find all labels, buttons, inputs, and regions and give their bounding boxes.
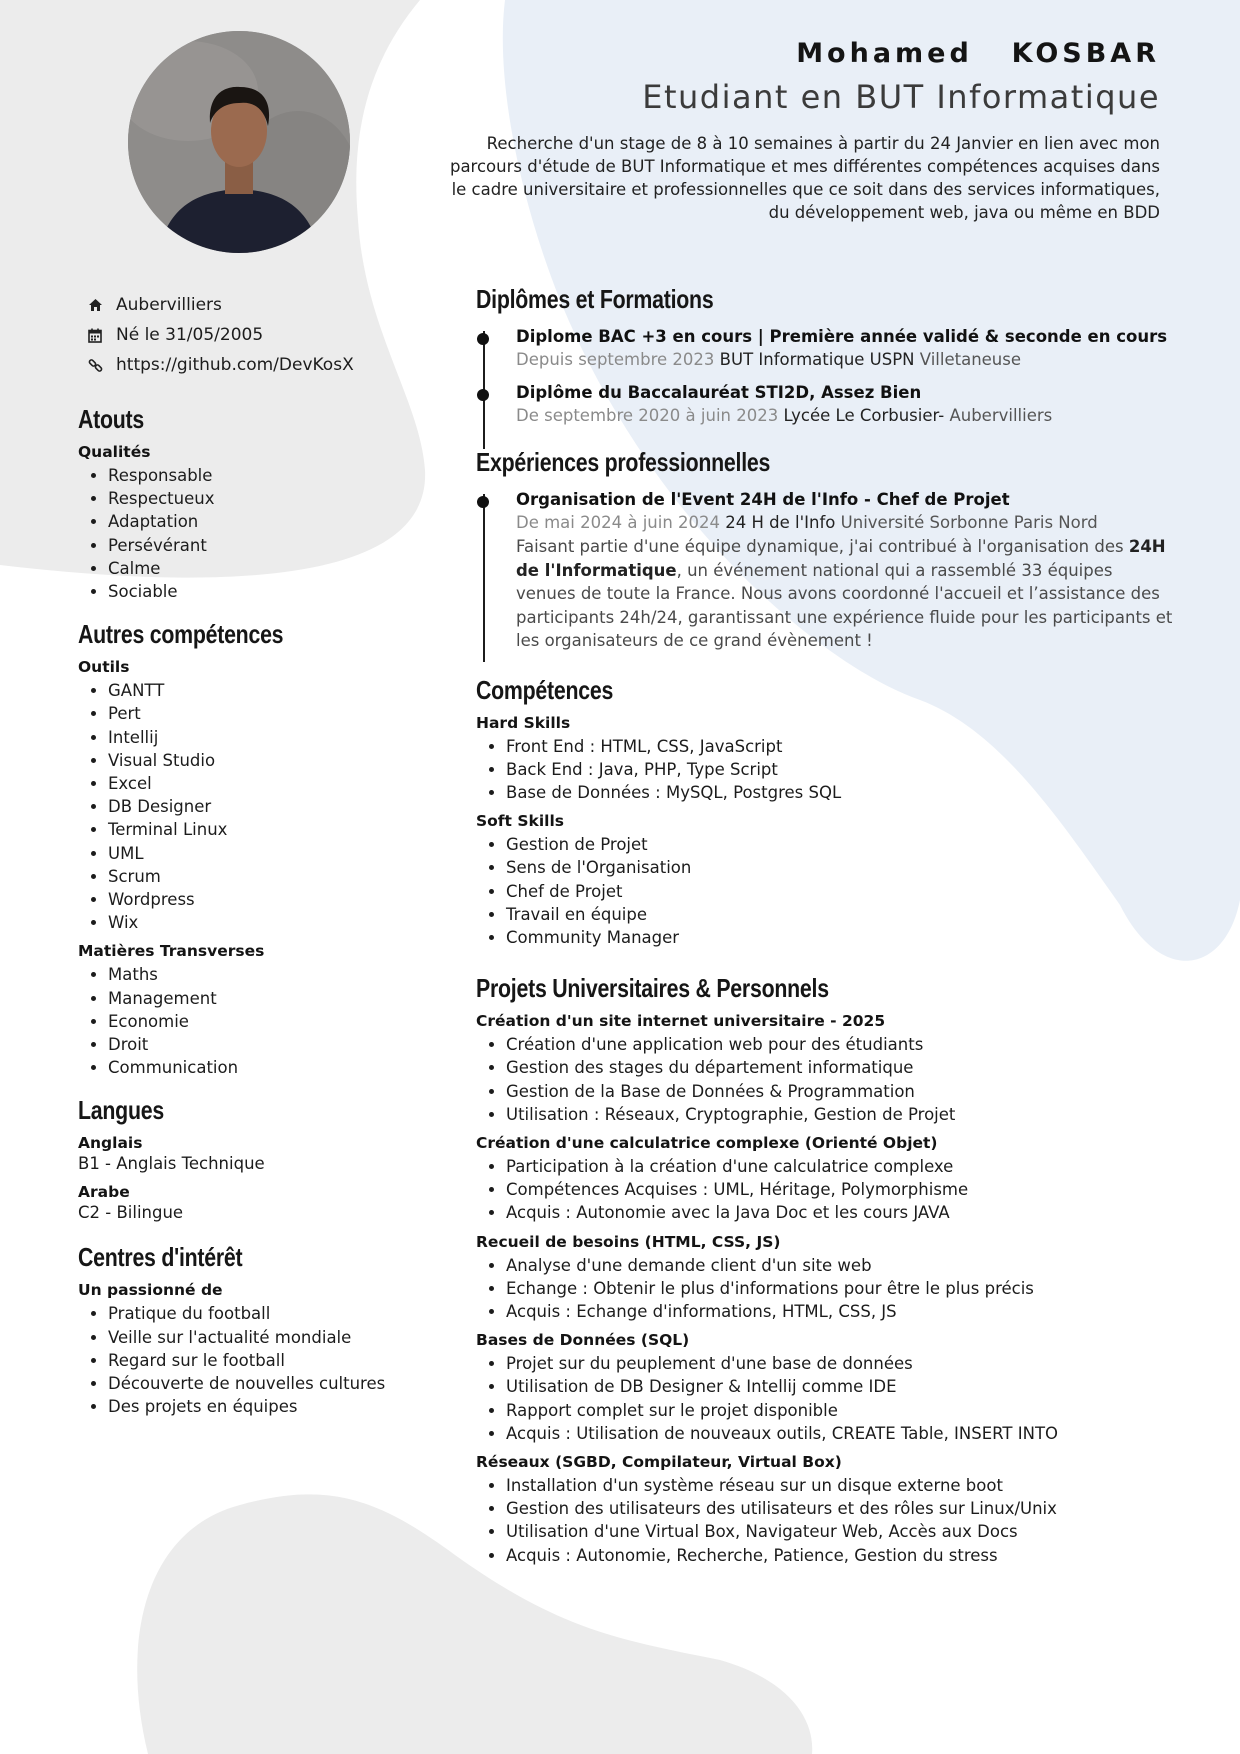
list-item: • Community Manager	[506, 926, 1176, 949]
project-title: Recueil de besoins (HTML, CSS, JS)	[476, 1232, 781, 1251]
list-item: • Gestion des utilisateurs des utilisateurs et des rôles sur Linux/Unix	[506, 1497, 1176, 1520]
contact-birth	[78, 320, 418, 350]
project-points	[476, 1474, 1176, 1567]
city-text: Aubervilliers	[116, 295, 222, 315]
timeline-dot	[477, 389, 489, 401]
list-item: • Back End : Java, PHP, Type Script	[506, 758, 1176, 781]
list-item: • Acquis : Utilisation de nouveaux outils, CREATE Table, INSERT INTO	[506, 1422, 1176, 1445]
diploma-title: Diplome BAC +3 en cours | Première année validé & seconde en cours	[516, 327, 1168, 346]
list-item: • Création d'une application web pour des étudiants	[506, 1033, 1176, 1056]
diploma-meta	[516, 406, 1176, 425]
list-item: • Calme	[108, 557, 418, 580]
list-item: • Respectueux	[108, 487, 418, 510]
calendar-icon	[86, 326, 104, 344]
list-item: • Base de Données : MySQL, Postgres SQL	[506, 781, 1176, 804]
timeline-line	[483, 494, 485, 662]
list-item: • Intellij	[108, 726, 418, 749]
diplomes-timeline	[476, 327, 1176, 425]
github-link[interactable]: https://github.com/DevKosX	[116, 355, 354, 375]
header	[440, 38, 1160, 224]
matieres-list	[78, 963, 418, 1079]
atouts-title: Atouts	[78, 404, 145, 434]
list-item: • Wordpress	[108, 888, 418, 911]
list-item: • Echange : Obtenir le plus d'informations pour être le plus précis	[506, 1277, 1176, 1300]
diploma-date: Depuis septembre 2023	[516, 350, 715, 369]
timeline-item	[516, 383, 1176, 425]
projets-title: Projets Universitaires & Personnels	[476, 973, 829, 1004]
list-item: • Compétences Acquises : UML, Héritage, Polymorphisme	[506, 1178, 1176, 1201]
project-points	[476, 1033, 1176, 1126]
project-points	[476, 1352, 1176, 1445]
soft-skills-subtitle: Soft Skills	[476, 812, 564, 831]
diplomes-section	[476, 284, 1176, 425]
project-points	[476, 1254, 1176, 1324]
contact-github[interactable]	[78, 350, 418, 380]
interets-subtitle: Un passionné de	[78, 1281, 223, 1300]
project-title: Création d'une calculatrice complexe (Orienté Objet)	[476, 1133, 938, 1152]
interets-list	[78, 1302, 418, 1418]
birth-text: Né le 31/05/2005	[116, 325, 264, 345]
list-item: • GANTT	[108, 679, 418, 702]
list-item: • Excel	[108, 772, 418, 795]
list-item: • Economie	[108, 1010, 418, 1033]
interets-title: Centres d'intérêt	[78, 1242, 243, 1273]
projets-section	[476, 973, 1176, 1567]
autres-competences-title: Autres compétences	[78, 619, 284, 650]
list-item: • UML	[108, 842, 418, 865]
langue-level: C2 - Bilingue	[78, 1203, 184, 1223]
list-item: • Sociable	[108, 580, 418, 603]
job-title: Etudiant en BUT Informatique	[642, 78, 1160, 116]
autres-competences-section	[78, 619, 418, 1079]
list-item: • Management	[108, 987, 418, 1010]
home-icon	[86, 296, 104, 314]
list-item: • DB Designer	[108, 795, 418, 818]
project-title: Réseaux (SGBD, Compilateur, Virtual Box)	[476, 1452, 842, 1471]
list-item: • Chef de Projet	[506, 880, 1176, 903]
list-item: • Maths	[108, 963, 418, 986]
profile-photo	[128, 31, 350, 253]
list-item: • Wix	[108, 911, 418, 934]
outils-list	[78, 679, 418, 934]
list-item: • Installation d'un système réseau sur un disque externe boot	[506, 1474, 1176, 1497]
contact-list	[78, 290, 418, 380]
experience-place: Université Sorbonne Paris Nord	[840, 513, 1098, 532]
interets-section	[78, 1242, 418, 1418]
diploma-school: Lycée Le Corbusier-	[783, 406, 945, 425]
experiences-title: Expériences professionnelles	[476, 447, 771, 477]
langue-name: Arabe	[78, 1183, 130, 1202]
experience-date: De mai 2024 à juin 2024	[516, 513, 721, 532]
timeline-item	[516, 327, 1176, 369]
left-column	[78, 290, 418, 1418]
diploma-place: Aubervilliers	[949, 406, 1053, 425]
link-icon	[86, 356, 104, 374]
diplomes-title: Diplômes et Formations	[476, 284, 714, 314]
summary-text: Recherche d'un stage de 8 à 10 semaines à partir du 24 Janvier en lien avec mon parcours d'étude de BUT Informatique et mes différentes compétences acquises dans le cadre universitaire et professionnelles que ce soit dans des services informatiques, du développement web, java ou même en BDD	[449, 134, 1160, 222]
project-title: Création d'un site internet universitaire - 2025	[476, 1012, 886, 1031]
experiences-timeline	[476, 490, 1176, 653]
timeline-dot	[477, 496, 489, 508]
project-title: Bases de Données (SQL)	[476, 1331, 690, 1350]
langues-title: Langues	[78, 1095, 164, 1126]
list-item: • Visual Studio	[108, 749, 418, 772]
diploma-place: Villetaneuse	[919, 350, 1022, 369]
soft-skills-list	[476, 833, 1176, 949]
experience-meta	[516, 513, 1176, 532]
list-item: • Veille sur l'actualité mondiale	[108, 1326, 418, 1349]
hard-skills-subtitle: Hard Skills	[476, 713, 571, 732]
experiences-section	[476, 447, 1176, 653]
list-item: • Gestion des stages du département informatique	[506, 1056, 1176, 1079]
list-item: • Travail en équipe	[506, 903, 1176, 926]
list-item: • Gestion de Projet	[506, 833, 1176, 856]
list-item: • Acquis : Echange d'informations, HTML, CSS, JS	[506, 1300, 1176, 1323]
qualites-subtitle: Qualités	[78, 443, 151, 461]
diploma-school: BUT Informatique USPN	[719, 350, 915, 369]
list-item: • Responsable	[108, 464, 418, 487]
atouts-section	[78, 404, 418, 603]
list-item: • Communication	[108, 1056, 418, 1079]
langue-name: Anglais	[78, 1134, 143, 1153]
list-item: • Pert	[108, 702, 418, 725]
list-item: • Regard sur le football	[108, 1349, 418, 1372]
project-points	[476, 1155, 1176, 1225]
diploma-title: Diplôme du Baccalauréat STI2D, Assez Bien	[516, 383, 922, 402]
langue-level: B1 - Anglais Technique	[78, 1154, 265, 1174]
desc-text: , un événement national qui a rassemblé 33 équipes venues de toute la France. Nous avons coordonné l'accueil et l’assistance des participants 24h/24, garantissant une expérience fluide pour les participants et les organisateurs de ce grand évènement !	[516, 560, 1173, 650]
list-item: • Gestion de la Base de Données & Programmation	[506, 1080, 1176, 1103]
list-item: • Terminal Linux	[108, 818, 418, 841]
timeline-dot	[477, 333, 489, 345]
list-item: • Participation à la création d'une calculatrice complexe	[506, 1155, 1176, 1178]
list-item: • Découverte de nouvelles cultures	[108, 1372, 418, 1395]
list-item: • Rapport complet sur le projet disponible	[506, 1399, 1176, 1422]
right-column	[476, 284, 1176, 1567]
list-item: • Pratique du football	[108, 1302, 418, 1325]
list-item: • Sens de l'Organisation	[506, 856, 1176, 879]
competences-title: Compétences	[476, 674, 614, 705]
list-item: • Scrum	[108, 865, 418, 888]
desc-bold: 24H de l'Informatique	[516, 537, 1166, 580]
matieres-subtitle: Matières Transverses	[78, 942, 265, 961]
list-item: • Acquis : Autonomie avec la Java Doc et les cours JAVA	[506, 1201, 1176, 1224]
experience-title: Organisation de l'Event 24H de l'Info - Chef de Projet	[516, 490, 1010, 509]
list-item: • Persévérant	[108, 534, 418, 557]
diploma-date: De septembre 2020 à juin 2023	[516, 406, 779, 425]
competences-section	[476, 675, 1176, 950]
candidate-name: Mohamed KOSBAR	[796, 38, 1160, 69]
langues-section	[78, 1095, 418, 1224]
list-item: • Acquis : Autonomie, Recherche, Patience, Gestion du stress	[506, 1544, 1176, 1567]
list-item: • Utilisation : Réseaux, Cryptographie, Gestion de Projet	[506, 1103, 1176, 1126]
timeline-item	[516, 490, 1176, 653]
list-item: • Utilisation d'une Virtual Box, Navigateur Web, Accès aux Docs	[506, 1520, 1176, 1543]
list-item: • Utilisation de DB Designer & Intellij comme IDE	[506, 1375, 1176, 1398]
list-item: • Analyse d'une demande client d'un site web	[506, 1254, 1176, 1277]
diploma-meta	[516, 350, 1176, 369]
list-item: • Des projets en équipes	[108, 1395, 418, 1418]
desc-text: Faisant partie d'une équipe dynamique, j'ai contribué à l'organisation des	[516, 537, 1129, 556]
experience-org: 24 H de l'Info	[725, 513, 836, 532]
list-item: • Front End : HTML, CSS, JavaScript	[506, 735, 1176, 758]
experience-description	[516, 535, 1176, 653]
contact-city	[78, 290, 418, 320]
list-item: • Projet sur du peuplement d'une base de données	[506, 1352, 1176, 1375]
list-item: • Adaptation	[108, 510, 418, 533]
list-item: • Droit	[108, 1033, 418, 1056]
outils-subtitle: Outils	[78, 658, 130, 677]
qualites-list	[78, 464, 418, 603]
hard-skills-list	[476, 735, 1176, 805]
